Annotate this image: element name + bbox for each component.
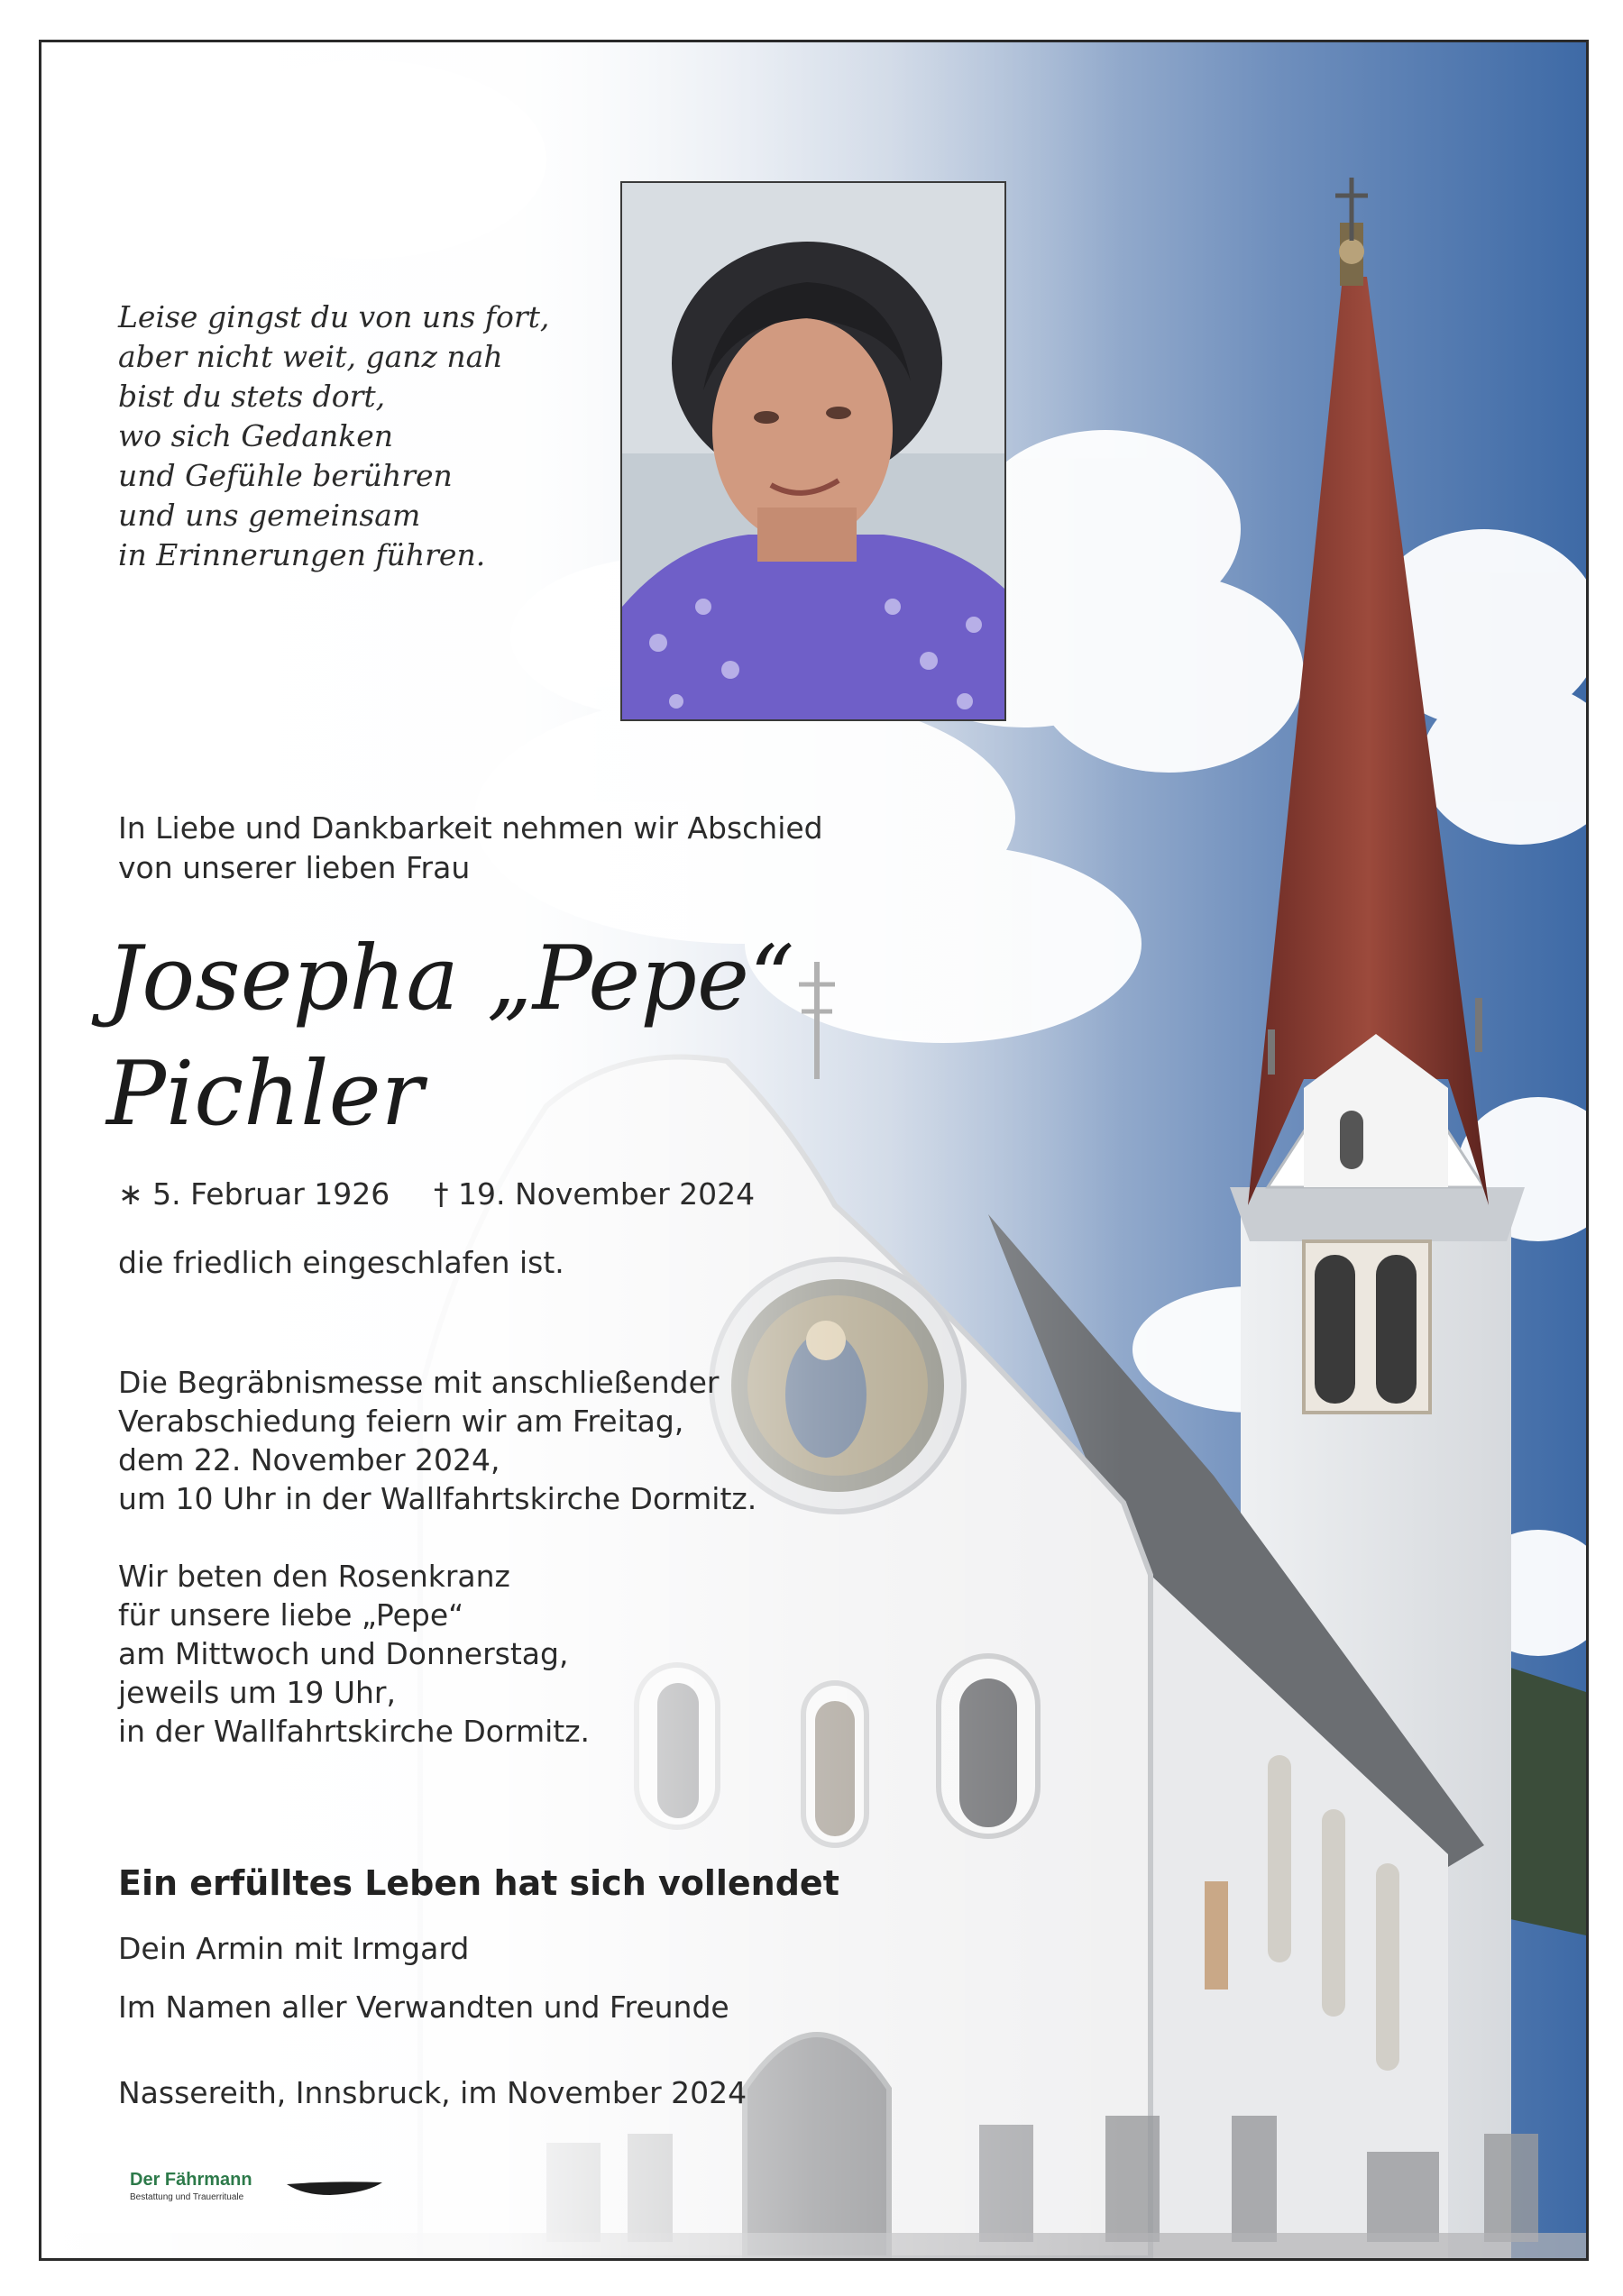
birth-date: ∗ 5. Februar 1926 [118,1176,390,1212]
rosary-line: in der Wallfahrtskirche Dormitz. [118,1714,591,1749]
funeral-line: um 10 Uhr in der Wallfahrtskirche Dormitz. [118,1481,757,1516]
funeral-line: Die Begräbnismesse mit anschließender [118,1365,720,1400]
deceased-name [106,921,794,1152]
death-date: † 19. November 2024 [434,1176,756,1212]
deceased-last-name: Pichler [106,1043,424,1146]
poem [118,297,549,575]
logo-name: Der Fährmann [130,2170,252,2190]
poem-line: und uns gemeinsam [118,498,421,533]
poem-line: Leise gingst du von uns fort, [118,299,550,334]
passing-text [118,1243,564,1282]
funeral-info [118,1363,756,1518]
rosary-line: am Mittwoch und Donnerstag, [118,1636,569,1671]
rosary-line: jeweils um 19 Uhr, [118,1675,396,1710]
rosary-line: für unsere liebe „Pepe“ [118,1597,464,1633]
portrait-photo [620,181,1006,721]
poem-line: und Gefühle berühren [118,458,453,493]
intro-line: In Liebe und Dankbarkeit nehmen wir Abschied [118,810,823,846]
mourners-line: Im Namen aller Verwandten und Freunde [118,1990,729,2025]
passing-line: die friedlich eingeschlafen ist. [118,1245,564,1280]
place-date: Nassereith, Innsbruck, im November 2024 [118,2075,747,2110]
logo-tagline: Bestattung und Trauerrituale [130,2192,244,2202]
mourners-line: Dein Armin mit Irmgard [118,1931,470,1966]
poem-line: in Erinnerungen führen. [118,537,486,572]
closing-title: Ein erfülltes Leben hat sich vollendet [118,1863,839,1903]
intro-line: von unserer lieben Frau [118,850,471,885]
intro-text [118,809,823,888]
poem-line: wo sich Gedanken [118,418,394,453]
boat-icon [285,2179,384,2202]
rosary-line: Wir beten den Rosenkranz [118,1559,510,1594]
obituary-card [39,40,1589,2261]
funeral-line: dem 22. November 2024, [118,1442,500,1477]
rosary-info [118,1557,590,1751]
funeral-line: Verabschiedung feiern wir am Freitag, [118,1404,684,1439]
poem-line: aber nicht weit, ganz nah [118,339,503,374]
poem-line: bist du stets dort, [118,379,386,414]
funeral-home-logo [130,2170,252,2202]
deceased-first-name: Josepha „Pepe“ [106,928,795,1030]
